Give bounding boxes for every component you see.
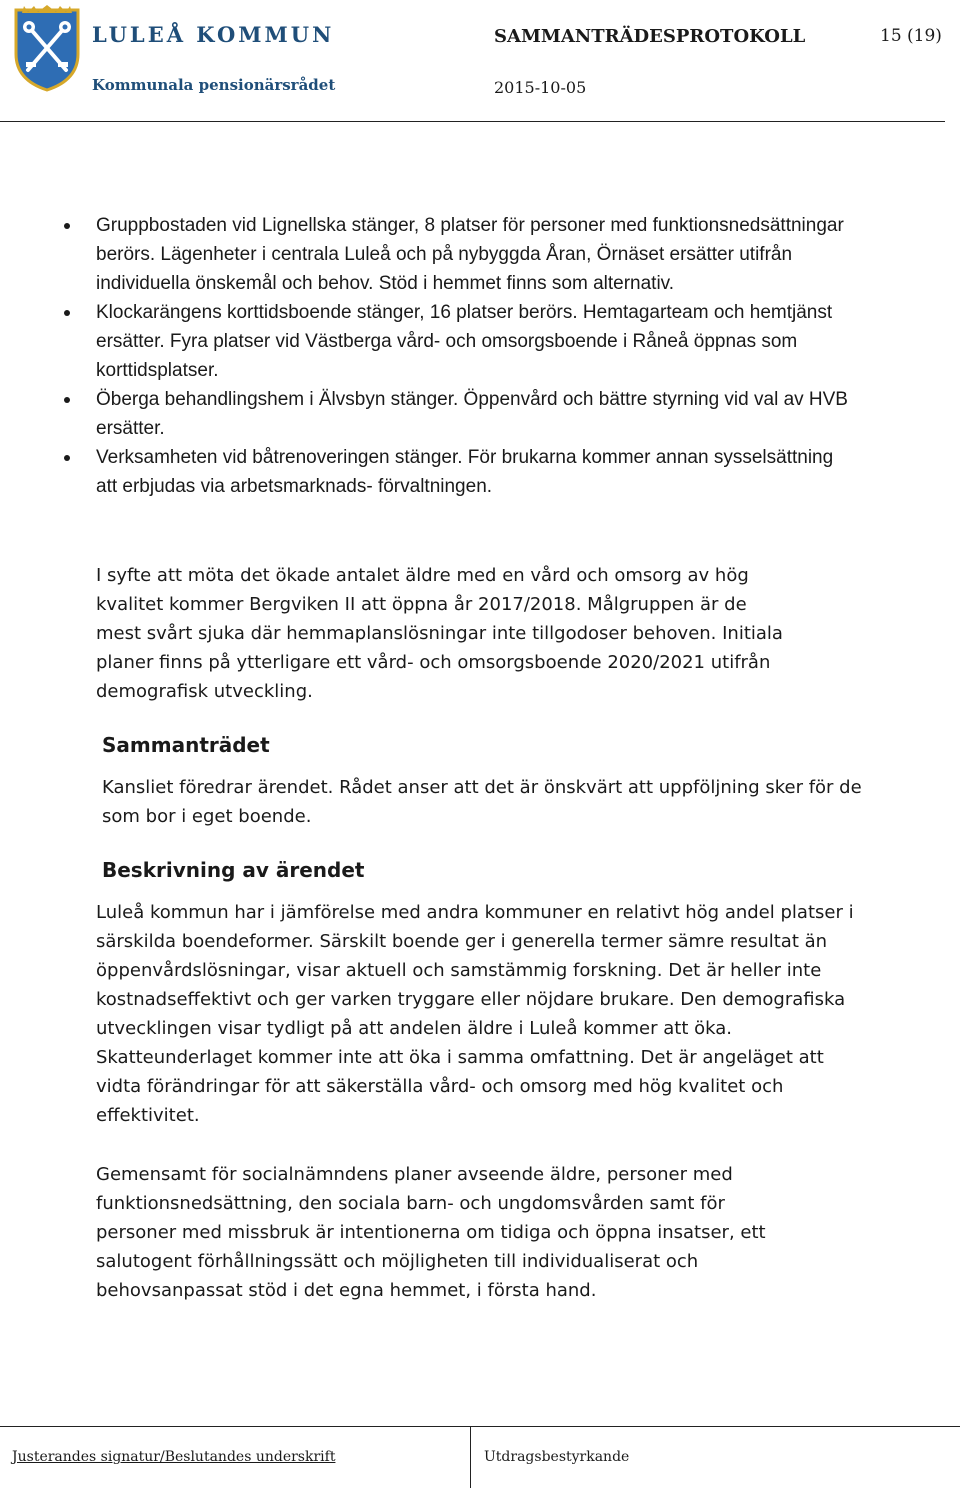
document-header [0, 0, 960, 124]
organization-name: LULEÅ KOMMUN [92, 22, 335, 47]
municipal-crest-icon [12, 4, 82, 92]
list-item: Öberga behandlingshem i Älvsbyn stänger. Öppenvård och bättre styrning vid val av HVB ersätter. [96, 385, 856, 443]
document-type: SAMMANTRÄDESPROTOKOLL [494, 26, 806, 47]
description-paragraph: Gemensamt för socialnämndens planer avseende äldre, personer med funktionsnedsättning, den sociala barn- och ungdomsvården samt för personer med missbruk är intentionerna om tidiga och öppna insatser, ett salutogent förhållningssätt och möjligheten till individualiserat och behovsanpassat stöd i det egna hemmet, i första hand. [96, 1164, 766, 1301]
description-heading: Beskrivning av ärendet [102, 858, 365, 882]
certification-label: Utdragsbestyrkande [484, 1449, 630, 1465]
signature-footer [0, 1425, 960, 1491]
bergviken-paragraph: I syfte att möta det ökade antalet äldre med en vård och omsorg av hög kvalitet kommer Bergviken II att öppna år 2017/2018. Målgruppen är de mest svårt sjuka där hemmaplanslösningar inte tillgodoser behoven. Initiala planer finns på ytterligare ett vård- och omsorgsboende 2020/2021 utifrån demografisk utveckling. [96, 565, 783, 702]
list-item: Gruppbostaden vid Lignellska stänger, 8 platser för personer med funktionsnedsättningar berörs. Lägenheter i centrala Luleå och på nybyggda Åran, Örnäset ersätter utifrån individuella önskemål och behov. Stöd i hemmet finns som alternativ. [96, 211, 856, 298]
footer-column-divider [470, 1426, 471, 1488]
meeting-paragraph: Kansliet föredrar ärendet. Rådet anser att det är önskvärt att uppföljning sker för de som bor i eget boende. [102, 777, 862, 827]
meeting-date: 2015-10-05 [494, 78, 587, 97]
closure-list [96, 211, 856, 501]
council-name: Kommunala pensionärsrådet [92, 76, 336, 94]
meeting-heading: Sammanträdet [102, 733, 270, 757]
signature-label: Justerandes signatur/Beslutandes underskrift [12, 1449, 336, 1465]
page-number: 15 (19) [880, 26, 942, 46]
header-divider [0, 121, 945, 122]
list-item: Verksamheten vid båtrenoveringen stänger. För brukarna kommer annan sysselsättning att erbjudas via arbetsmarknads- förvaltningen. [96, 443, 856, 501]
footer-divider [0, 1426, 960, 1427]
list-item: Klockarängens korttidsboende stänger, 16 platser berörs. Hemtagarteam och hemtjänst ersätter. Fyra platser vid Västberga vård- och omsorgsboende i Råneå öppnas som korttidsplatser. [96, 298, 856, 385]
description-paragraph: Luleå kommun har i jämförelse med andra kommuner en relativt hög andel platser i särskilda boendeformer. Särskilt boende ger i generella termer sämre resultat än öppenvårdslösningar, visar aktuell och samstämmig forskning. Det är heller inte kostnadseffektivt och ger varken tryggare eller nöjdare brukare. Den demografiska utvecklingen visar tydligt på att andelen äldre i Luleå kommer att öka. Skatteunderlaget kommer inte att öka i samma omfattning. Det är angeläget att vidta förändringar för att säkerställa vård- och omsorg med hög kvalitet och effektivitet. [96, 902, 854, 1126]
